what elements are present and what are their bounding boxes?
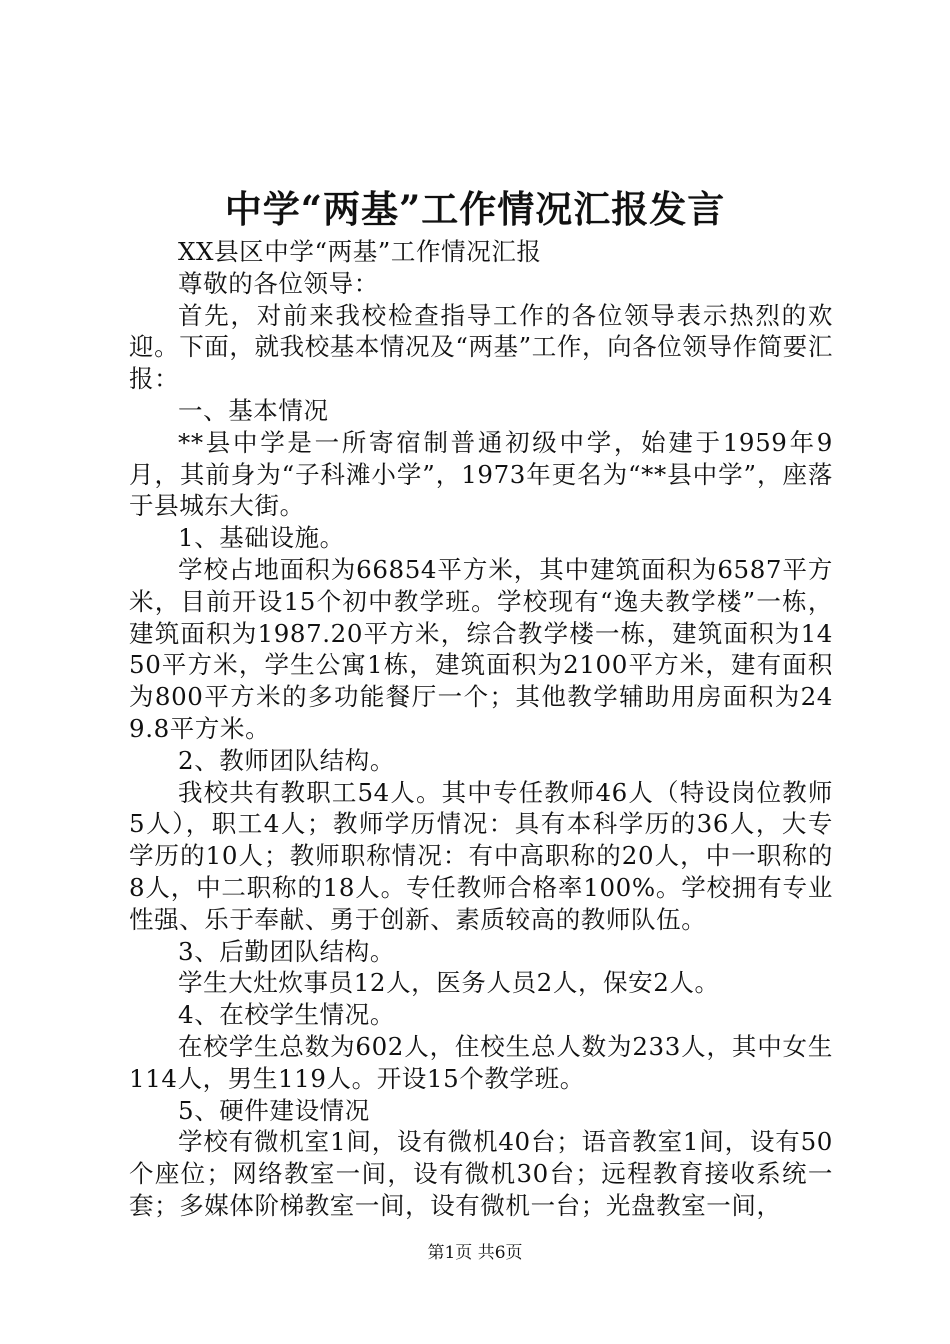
paragraph-salutation: 尊敬的各位领导：: [178, 268, 379, 298]
paragraph-teacher-team: 我校共有教职工54人。其中专任教师46人（特设岗位教师5人），职工4人；教师学历情况：具有本科学历的36人，大专学历的10人；教师职称情况：有中高职称的20人，中一职称的8人，中二职称的18人。专任教师合格率100%。学校拥有专业性强、乐于奉献、勇于创新、素质较高的教师队伍。: [129, 777, 833, 934]
paragraph-report-heading: XX县区中学“两基”工作情况汇报: [178, 237, 542, 266]
subheading-students: 4、在校学生情况。: [178, 1000, 395, 1030]
paragraph-infrastructure: 学校占地面积为66854平方米，其中建筑面积为6587平方米，目前开设15个初中教学班。学校现有“逸夫教学楼”一栋，建筑面积为1987.20平方米，综合教学楼一栋，建筑面积为1450平方米，学生公寓1栋，建筑面积为2100平方米，建有面积为800平方米的多功能餐厅一个；其他教学辅助用房面积为249.8平方米。: [129, 554, 833, 743]
document-title: 中学“两基”工作情况汇报发言: [224, 187, 726, 231]
page-number-footer: 第1页 共6页: [427, 1243, 523, 1263]
subheading-hardware: 5、硬件建设情况: [178, 1095, 370, 1125]
subheading-infrastructure: 1、基础设施。: [178, 523, 345, 553]
section-heading-basic-situation: 一、基本情况: [178, 395, 329, 425]
paragraph-students: 在校学生总数为602人，住校生总人数为233人，其中女生114人，男生119人。开设15个教学班。: [129, 1031, 833, 1093]
paragraph-hardware: 学校有微机室1间，设有微机40台；语音教室1间，设有50个座位；网络教室一间，设有微机30台；远程教育接收系统一套；多媒体阶梯教室一间，设有微机一台；光盘教室一间，: [129, 1127, 833, 1220]
subheading-teacher-team: 2、教师团队结构。: [178, 745, 395, 775]
paragraph-school-history: **县中学是一所寄宿制普通初级中学，始建于1959年9月，其前身为“子科滩小学”，1973年更名为“**县中学”，座落于县城东大街。: [129, 427, 833, 521]
document-body: [129, 236, 833, 1222]
subheading-logistics-team: 3、后勤团队结构。: [178, 936, 395, 966]
paragraph-welcome: 首先，对前来我校检查指导工作的各位领导表示热烈的欢迎。下面，就我校基本情况及“两基”工作，向各位领导作简要汇报：: [129, 300, 833, 394]
paragraph-logistics-team: 学生大灶炊事员12人，医务人员2人，保安2人。: [178, 968, 720, 998]
